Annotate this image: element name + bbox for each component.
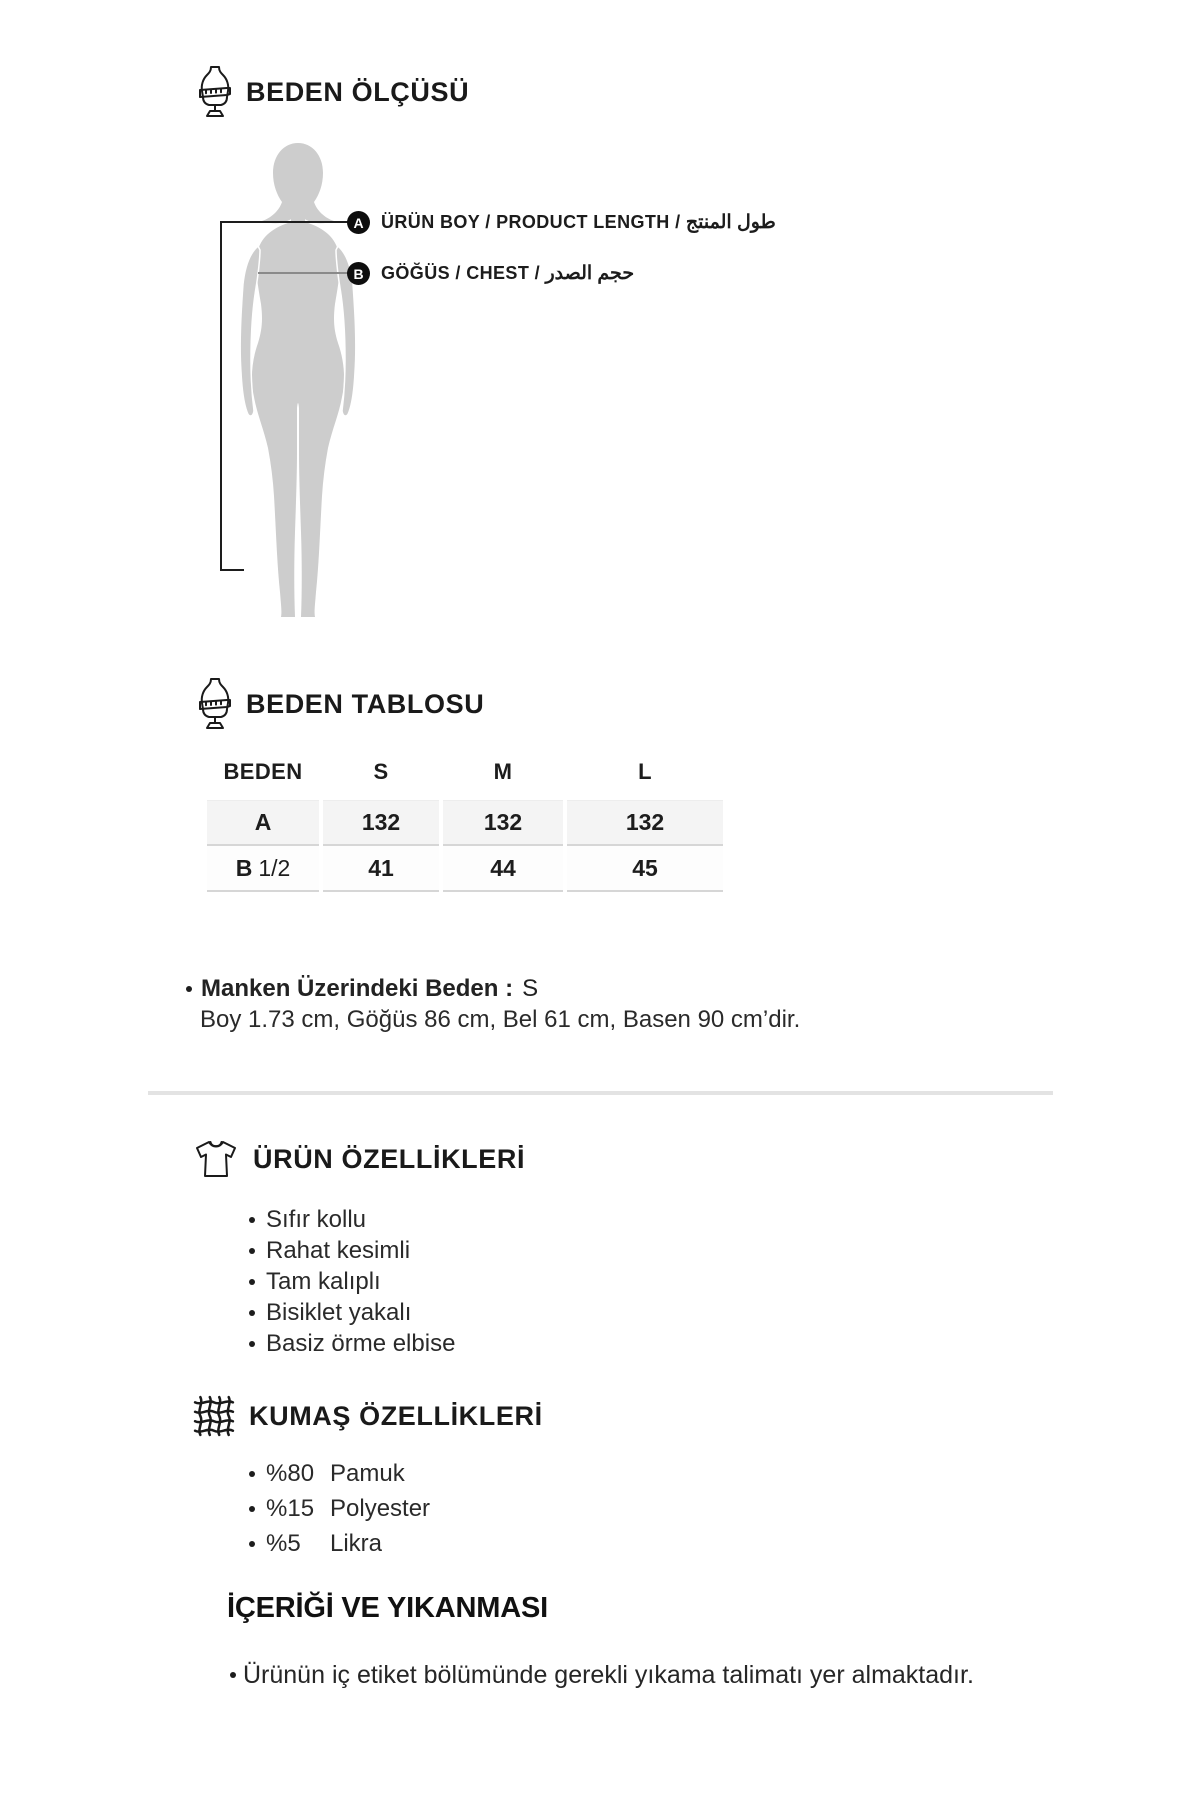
care-note-text: Ürünün iç etiket bölümünde gerekli yıkama talimatı yer almaktadır. (243, 1661, 974, 1689)
length-bracket-foot (220, 569, 244, 571)
model-size-value: S (522, 975, 539, 1002)
size-table-header (198, 676, 484, 732)
section-divider (148, 1091, 1053, 1095)
measure-label-b-arabic: حجم الصدر (545, 263, 635, 284)
bullet-dot (249, 1248, 255, 1254)
value-cell: 45 (567, 846, 723, 892)
measure-label-a (381, 211, 776, 234)
size-table-header-row (207, 743, 727, 800)
body-silhouette (233, 140, 363, 620)
fabric-name: Pamuk (330, 1459, 405, 1487)
dress-form-icon (198, 64, 232, 120)
row-label-cell (207, 800, 319, 846)
bullet-dot (249, 1217, 255, 1223)
table-row (207, 846, 727, 892)
value-cell: 132 (323, 800, 439, 846)
fabric-features-header (193, 1394, 543, 1438)
value-cell: 132 (567, 800, 723, 846)
value-cell: 44 (443, 846, 563, 892)
measure-label-b (381, 262, 634, 285)
table-row (207, 800, 727, 846)
size-table-title: BEDEN TABLOSU (246, 688, 485, 719)
fabric-features-title: KUMAŞ ÖZELLİKLERİ (249, 1400, 543, 1431)
fabric-composition-list (249, 1456, 430, 1561)
list-item (249, 1456, 430, 1491)
list-item (249, 1526, 430, 1561)
measure-label-a-arabic: طول المنتج (685, 212, 776, 233)
care-note (230, 1660, 1060, 1691)
list-item (249, 1491, 430, 1526)
column-header: BEDEN (223, 758, 303, 784)
value-cell: 41 (323, 846, 439, 892)
model-size-info (186, 975, 800, 1034)
list-item (249, 1297, 455, 1328)
product-feature-list (249, 1204, 455, 1359)
dress-form-icon (198, 676, 232, 732)
label-badge-a: A (347, 211, 370, 234)
tshirt-icon (193, 1138, 239, 1180)
feature-text: Rahat kesimli (266, 1236, 411, 1264)
fabric-percentage: %80 (266, 1459, 315, 1487)
bullet-dot (249, 1341, 255, 1347)
bullet-dot (249, 1310, 255, 1316)
column-header: L (638, 758, 652, 784)
length-bracket-vertical (220, 221, 222, 571)
column-header: M (493, 758, 513, 784)
size-table (207, 743, 727, 892)
product-features-header (193, 1138, 525, 1180)
bullet-dot (249, 1506, 255, 1512)
product-features-title: ÜRÜN ÖZELLİKLERİ (253, 1143, 526, 1174)
column-header: S (373, 758, 389, 784)
model-measurements: Boy 1.73 cm, Göğüs 86 cm, Bel 61 cm, Basen 90 cm’dir. (200, 1006, 801, 1033)
chest-pointer-line (258, 272, 348, 274)
bullet-dot (186, 986, 192, 992)
bullet-dot (249, 1471, 255, 1477)
feature-text: Basiz örme elbise (266, 1329, 456, 1357)
length-pointer-line (221, 221, 348, 223)
size-guide-header (198, 64, 469, 120)
list-item (249, 1266, 455, 1297)
list-item (249, 1204, 455, 1235)
feature-text: Tam kalıplı (266, 1267, 381, 1295)
measure-label-a-text: ÜRÜN BOY / PRODUCT LENGTH / (381, 212, 681, 232)
list-item (249, 1328, 455, 1359)
row-label-cell (207, 846, 319, 892)
fabric-weave-icon (193, 1394, 235, 1438)
measure-label-b-text: GÖĞÜS / CHEST / (381, 263, 541, 283)
fabric-name: Polyester (330, 1494, 431, 1522)
row-label: B (235, 854, 253, 881)
size-guide-title: BEDEN ÖLÇÜSÜ (246, 76, 470, 107)
feature-text: Bisiklet yakalı (266, 1298, 412, 1326)
list-item (249, 1235, 455, 1266)
bullet-dot (230, 1672, 236, 1678)
row-label: A (254, 809, 272, 835)
care-section-title: İÇERİĞİ VE YIKANMASI (227, 1592, 548, 1624)
bullet-dot (249, 1541, 255, 1547)
fabric-percentage: %15 (266, 1494, 315, 1522)
value-cell: 132 (443, 800, 563, 846)
fabric-percentage: %5 (266, 1529, 301, 1557)
model-size-label: Manken Üzerindeki Beden : (201, 975, 514, 1002)
label-badge-b: B (347, 262, 370, 285)
fabric-name: Likra (330, 1529, 383, 1557)
bullet-dot (249, 1279, 255, 1285)
feature-text: Sıfır kollu (266, 1205, 367, 1233)
row-label-suffix: 1/2 (258, 854, 291, 881)
